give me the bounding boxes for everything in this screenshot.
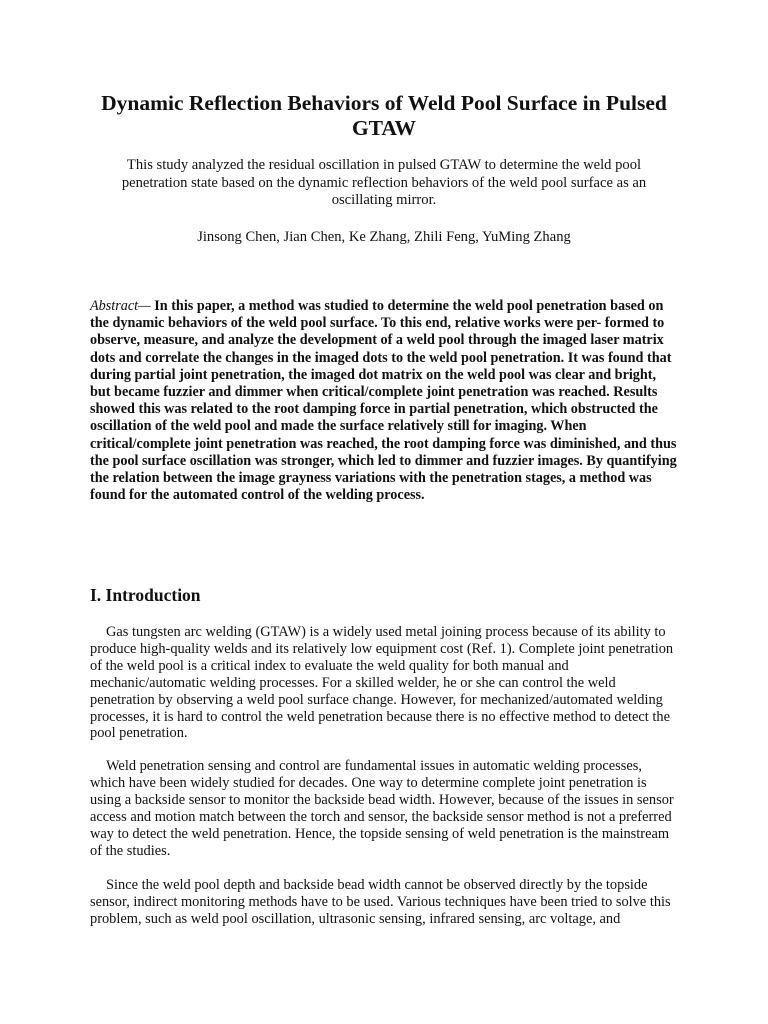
introduction-paragraph: Weld penetration sensing and control are fundamental issues in automatic welding processes, which have been widely studied for decades. One way to determine complete joint penetration is using a backside sensor to monitor the backside bead width. However, because of the issues in sensor access and motion match between the torch and sensor, the backside sensor method is not a preferred way to detect the weld penetration. Hence, the topside sensing of weld penetration is the mainstream of the studies.	[90, 758, 674, 859]
section-heading-introduction: I. Introduction	[90, 585, 201, 605]
abstract	[90, 298, 680, 504]
abstract-text: In this paper, a method was studied to determine the weld pool penetration based on the dynamic behaviors of the weld pool surface. To this end, relative works were per- formed to observe, measure, and analyze the development of a weld pool through the imaged laser matrix dots and correlate the changes in the imaged dots to the weld pool penetration. It was found that during partial joint penetration, the imaged dot matrix on the weld pool was clear and bright, but became fuzzier and dimmer when critical/complete joint penetration was reached. Results showed this was related to the root damping force in partial penetration, which obstructed the oscillation of the weld pool and made the surface relatively still for imaging. When critical/complete joint penetration was reached, the root damping force was diminished, and thus the pool surface oscillation was stronger, which led to dimmer and fuzzier images. By quantifying the relation between the image grayness variations with the penetration stages, a method was found for the automated control of the welding process.	[90, 298, 677, 504]
introduction-paragraph: Gas tungsten arc welding (GTAW) is a widely used metal joining process because of its ability to produce high-quality welds and its relatively low equipment cost (Ref. 1). Complete joint penetration of the weld pool is a critical index to evaluate the weld quality for both manual and mechanic/automatic welding processes. For a skilled welder, he or she can control the weld penetration by observing a weld pool surface change. However, for mechanized/automated welding processes, it is hard to control the weld penetration because there is no effective method to detect the pool penetration.	[90, 624, 674, 742]
introduction-paragraph: Since the weld pool depth and backside bead width cannot be observed directly by the topside sensor, indirect monitoring methods have to be used. Various techniques have been tried to solve this problem, such as weld pool oscillation, ultrasonic sensing, infrared sensing, arc voltage, and	[90, 877, 671, 927]
paper-title: Dynamic Reflection Behaviors of Weld Pool Surface in Pulsed GTAW	[101, 91, 667, 140]
author-list: Jinsong Chen, Jian Chen, Ke Zhang, Zhili Feng, YuMing Zhang	[197, 229, 571, 245]
abstract-label: Abstract—	[90, 298, 151, 314]
paper-summary: This study analyzed the residual oscillation in pulsed GTAW to determine the weld pool penetration state based on the dynamic reflection behaviors of the weld pool surface as an oscillating mirror.	[121, 157, 647, 208]
